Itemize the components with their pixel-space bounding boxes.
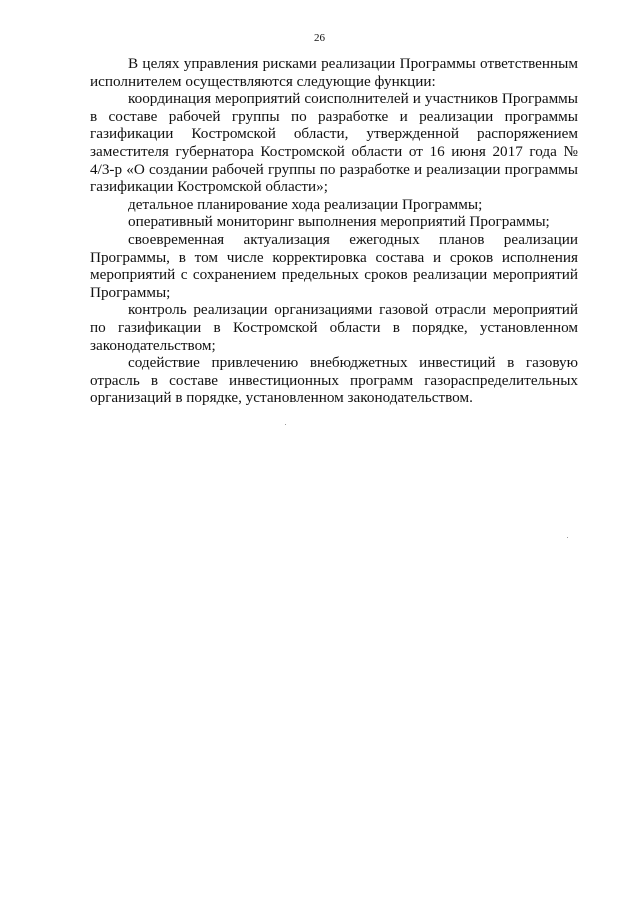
function-control: контроль реализации организациями газовой отрасли мероприятий по газификации в Костромской области в порядке, установленном законодательством; (90, 301, 578, 354)
function-planning: детальное планирование хода реализации Программы; (128, 195, 483, 213)
function-investment: содействие привлечению внебюджетных инвестиций в газовую отрасль в составе инвестиционных программ газораспределительных организаций в порядке, установленном законодательством. (90, 354, 578, 407)
scan-speck (285, 424, 286, 425)
intro-paragraph: В целях управления рисками реализации Программы ответственным исполнителем осуществляются следующие функции: (90, 55, 578, 90)
function-coordination: координация мероприятий соисполнителей и участников Программы в составе рабочей группы по разработке и реализации программы газификации Костромской области, утвержденной распоряжением заместителя губернатора Костромской области от 16 июня 2017 года № 4/3-р «О создании рабочей группы по разработке и реализации программы газификации Костромской области»; (90, 90, 578, 196)
function-monitoring: оперативный мониторинг выполнения мероприятий Программы; (128, 213, 550, 231)
scan-speck (567, 537, 568, 538)
page-number: 26 (314, 32, 325, 44)
function-plan-update: своевременная актуализация ежегодных планов реализации Программы, в том числе корректировка состава и сроков исполнения мероприятий с сохранением предельных сроков реализации мероприятий Программы; (90, 230, 578, 301)
document-body (90, 55, 578, 407)
